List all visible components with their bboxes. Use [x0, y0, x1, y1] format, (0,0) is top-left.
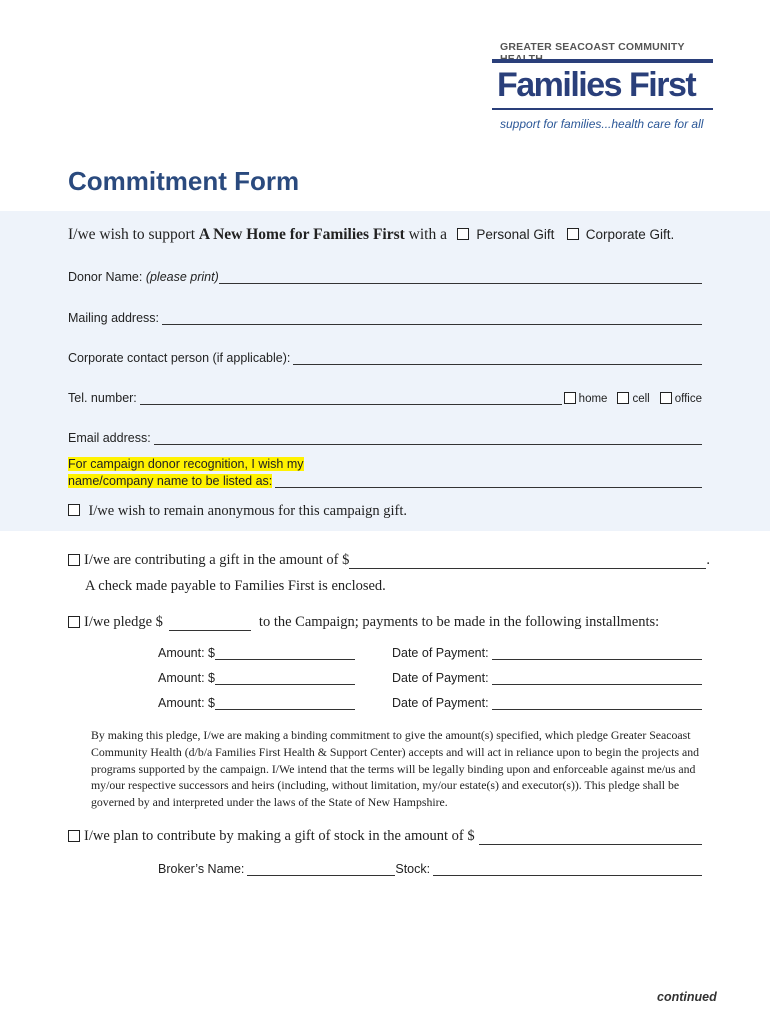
gift-amount-field[interactable] — [349, 554, 706, 569]
stock-label: I/we plan to contribute by making a gift of stock in the amount of $ — [84, 828, 475, 844]
tel-office-checkbox[interactable] — [660, 392, 672, 404]
broker-label: Broker’s Name: — [158, 862, 245, 876]
donor-name-hint: (please print) — [145, 270, 219, 284]
stock-name-label: Stock: — [395, 862, 431, 876]
email-row — [68, 431, 702, 445]
tel-label: Tel. number: — [68, 391, 137, 405]
page-title: Commitment Form — [68, 166, 300, 196]
broker-row — [158, 862, 702, 876]
brand-logo: Families First — [497, 66, 696, 104]
tel-home-label: home — [578, 393, 608, 405]
stock-checkbox[interactable] — [68, 830, 80, 842]
installment-date-1[interactable] — [492, 647, 702, 660]
amount-label: Amount: $ — [158, 671, 215, 685]
corporate-contact-label: Corporate contact person (if applicable): — [68, 351, 291, 365]
recognition-name-field[interactable] — [275, 475, 702, 488]
installment-row — [158, 646, 702, 660]
check-note: A check made payable to Families First is enclosed. — [85, 578, 386, 594]
installment-date-3[interactable] — [492, 697, 702, 710]
tel-field[interactable] — [140, 392, 562, 405]
installment-date-2[interactable] — [492, 672, 702, 685]
corporate-contact-field[interactable] — [293, 352, 702, 365]
corporate-gift-checkbox[interactable] — [567, 228, 579, 240]
gift-label: I/we are contributing a gift in the amount of $ — [84, 552, 350, 568]
intro-bold: A New Home for Families First — [198, 226, 405, 243]
tel-office-label: office — [674, 393, 702, 405]
intro-prefix: I/we wish to support — [68, 226, 199, 243]
pledge-amount-field[interactable] — [169, 616, 251, 631]
recognition-row — [68, 474, 702, 488]
email-label: Email address: — [68, 431, 151, 445]
tel-home-checkbox[interactable] — [564, 392, 576, 404]
anonymous-label: I/we wish to remain anonymous for this campaign gift. — [88, 503, 407, 519]
anonymous-row — [68, 502, 407, 520]
brand-underline — [492, 108, 713, 110]
pledge-row — [68, 614, 659, 631]
pledge-checkbox[interactable] — [68, 616, 80, 628]
installment-amount-2[interactable] — [215, 672, 355, 685]
brand-rule — [492, 59, 713, 63]
corporate-gift-label: Corporate Gift. — [585, 227, 675, 242]
gift-checkbox[interactable] — [68, 554, 80, 566]
corporate-contact-row — [68, 351, 702, 365]
pledge-legal-text: By making this pledge, I/we are making a binding commitment to give the amount(s) specified, which pledge Greater Seacoast Community Health (d/b/a Families First Health & Support Center) accepts and will act in reliance upon to begin the projects and programs supported by the campaign. I/We intend that the terms will be legally binding upon and enforceable against me/us and my/our respective successors and heirs (including, without limitation, my/our estate(s) and executor(s)). This pledge shall be governed by and interpreted under the laws of the State of New Hampshire. — [91, 728, 700, 810]
continued-note: continued — [657, 990, 717, 1004]
installment-row — [158, 671, 702, 685]
stock-row — [68, 828, 702, 845]
recognition-text-1: For campaign donor recognition, I wish my — [68, 457, 304, 471]
stock-amount-field[interactable] — [479, 830, 702, 845]
mailing-label: Mailing address: — [68, 311, 160, 325]
recognition-line1 — [68, 457, 304, 471]
personal-gift-label: Personal Gift — [476, 227, 555, 242]
gift-period: . — [706, 552, 710, 568]
installment-row — [158, 696, 702, 710]
broker-name-field[interactable] — [247, 863, 395, 876]
gift-row — [68, 552, 710, 569]
stock-name-field[interactable] — [433, 863, 702, 876]
date-label: Date of Payment: — [391, 696, 489, 710]
pledge-suffix: to the Campaign; payments to be made in the following installments: — [258, 614, 660, 630]
installment-amount-1[interactable] — [215, 647, 355, 660]
tel-cell-label: cell — [632, 393, 650, 405]
donor-name-field[interactable] — [219, 271, 702, 284]
date-label: Date of Payment: — [391, 646, 489, 660]
installment-amount-3[interactable] — [215, 697, 355, 710]
tel-cell-checkbox[interactable] — [617, 392, 629, 404]
mailing-row — [68, 311, 702, 325]
mailing-address-field[interactable] — [162, 312, 702, 325]
email-field[interactable] — [154, 432, 702, 445]
date-label: Date of Payment: — [391, 671, 489, 685]
personal-gift-checkbox[interactable] — [457, 228, 469, 240]
org-name: GREATER SEACOAST COMMUNITY — [500, 41, 685, 53]
donor-name-row — [68, 270, 702, 284]
amount-label: Amount: $ — [158, 696, 215, 710]
amount-label: Amount: $ — [158, 646, 215, 660]
tel-row — [68, 391, 702, 405]
donor-name-label: Donor Name: — [68, 270, 146, 284]
tagline: support for families...health care for all — [500, 117, 704, 131]
pledge-label: I/we pledge $ — [84, 614, 163, 630]
anonymous-checkbox[interactable] — [68, 504, 80, 516]
intro-line — [68, 226, 674, 244]
recognition-text-2: name/company name to be listed as: — [68, 474, 273, 488]
intro-suffix: with a — [404, 226, 447, 243]
